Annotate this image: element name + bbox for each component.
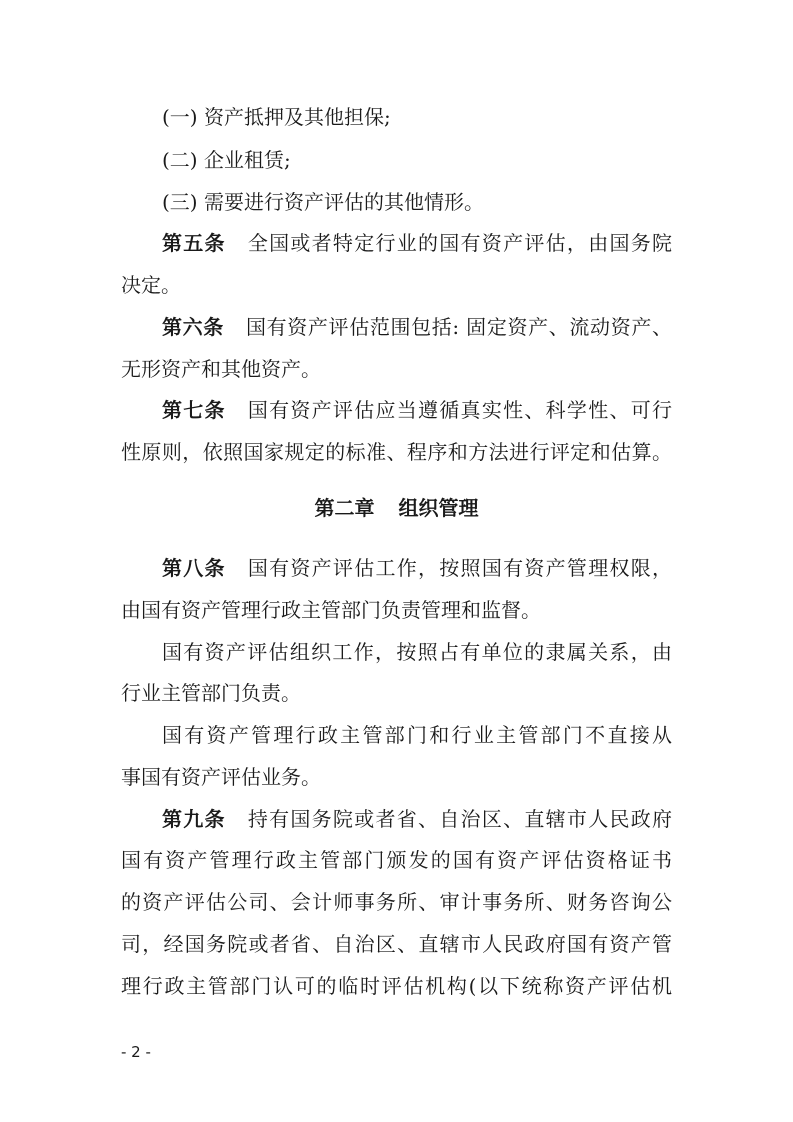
article-first-line: [162, 228, 672, 258]
article-number: 第八条: [162, 556, 226, 580]
chapter-heading: [0, 492, 793, 524]
line-text: 持有国务院或者省、自治区、直辖市人民政府: [247, 807, 673, 831]
article-first-line: [162, 395, 672, 425]
line-text: 全国或者特定行业的国有资产评估，由国务院: [247, 231, 673, 255]
line-text: (三) 需要进行资产评估的其他情形。: [162, 190, 484, 214]
chapter-title: 组织管理: [398, 496, 479, 520]
paragraph-line: [121, 971, 672, 1001]
paragraph-line: [121, 595, 672, 625]
paragraph-line: [162, 145, 672, 175]
paragraph-line: [121, 762, 672, 792]
paragraph-line: [121, 354, 672, 384]
article-number: 第六条: [162, 315, 224, 339]
article-first-line: [162, 804, 672, 834]
line-text: 性原则，依照国家规定的标准、程序和方法进行评定和估算。: [121, 440, 672, 464]
line-text: (一) 资产抵押及其他担保;: [162, 105, 391, 129]
line-text: 国有资产评估组织工作，按照占有单位的隶属关系，由: [162, 640, 672, 664]
line-text: (二) 企业租赁;: [162, 148, 291, 172]
paragraph-line: [121, 929, 672, 959]
chapter-number: 第二章: [314, 496, 375, 520]
line-text: 的资产评估公司、会计师事务所、审计事务所、财务咨询公: [121, 890, 672, 914]
paragraph-line: [121, 887, 672, 917]
paragraph-line: [121, 437, 672, 467]
line-text: 行业主管部门负责。: [121, 681, 301, 705]
line-text: 理行政主管部门认可的临时评估机构(以下统称资产评估机: [121, 974, 672, 998]
line-text: 国有资产评估范围包括: 固定资产、流动资产、: [245, 315, 672, 339]
paragraph-line: [121, 270, 672, 300]
page-number: - 2 -: [121, 1043, 151, 1061]
paragraph-line: [121, 845, 672, 875]
line-text: 事国有资产评估业务。: [121, 765, 321, 789]
line-text: 由国有资产管理行政主管部门负责管理和监督。: [121, 598, 541, 622]
line-text: 国有资产管理行政主管部门和行业主管部门不直接从: [162, 723, 672, 747]
article-first-line: [162, 553, 672, 583]
line-text: 国有资产评估应当遵循真实性、科学性、可行: [247, 398, 673, 422]
line-text: 决定。: [121, 273, 181, 297]
line-text: 国有资产评估工作，按照国有资产管理权限，: [247, 556, 673, 580]
line-text: 无形资产和其他资产。: [121, 357, 321, 381]
paragraph-line: [162, 720, 672, 750]
paragraph-line: [162, 637, 672, 667]
article-first-line: [162, 312, 672, 342]
line-text: 国有资产管理行政主管部门颁发的国有资产评估资格证书: [121, 848, 672, 872]
line-text: 司，经国务院或者省、自治区、直辖市人民政府国有资产管: [121, 932, 672, 956]
paragraph-line: [162, 187, 672, 217]
article-number: 第七条: [162, 398, 226, 422]
paragraph-line: [162, 102, 672, 132]
paragraph-line: [121, 678, 672, 708]
article-number: 第九条: [162, 807, 226, 831]
article-number: 第五条: [162, 231, 226, 255]
